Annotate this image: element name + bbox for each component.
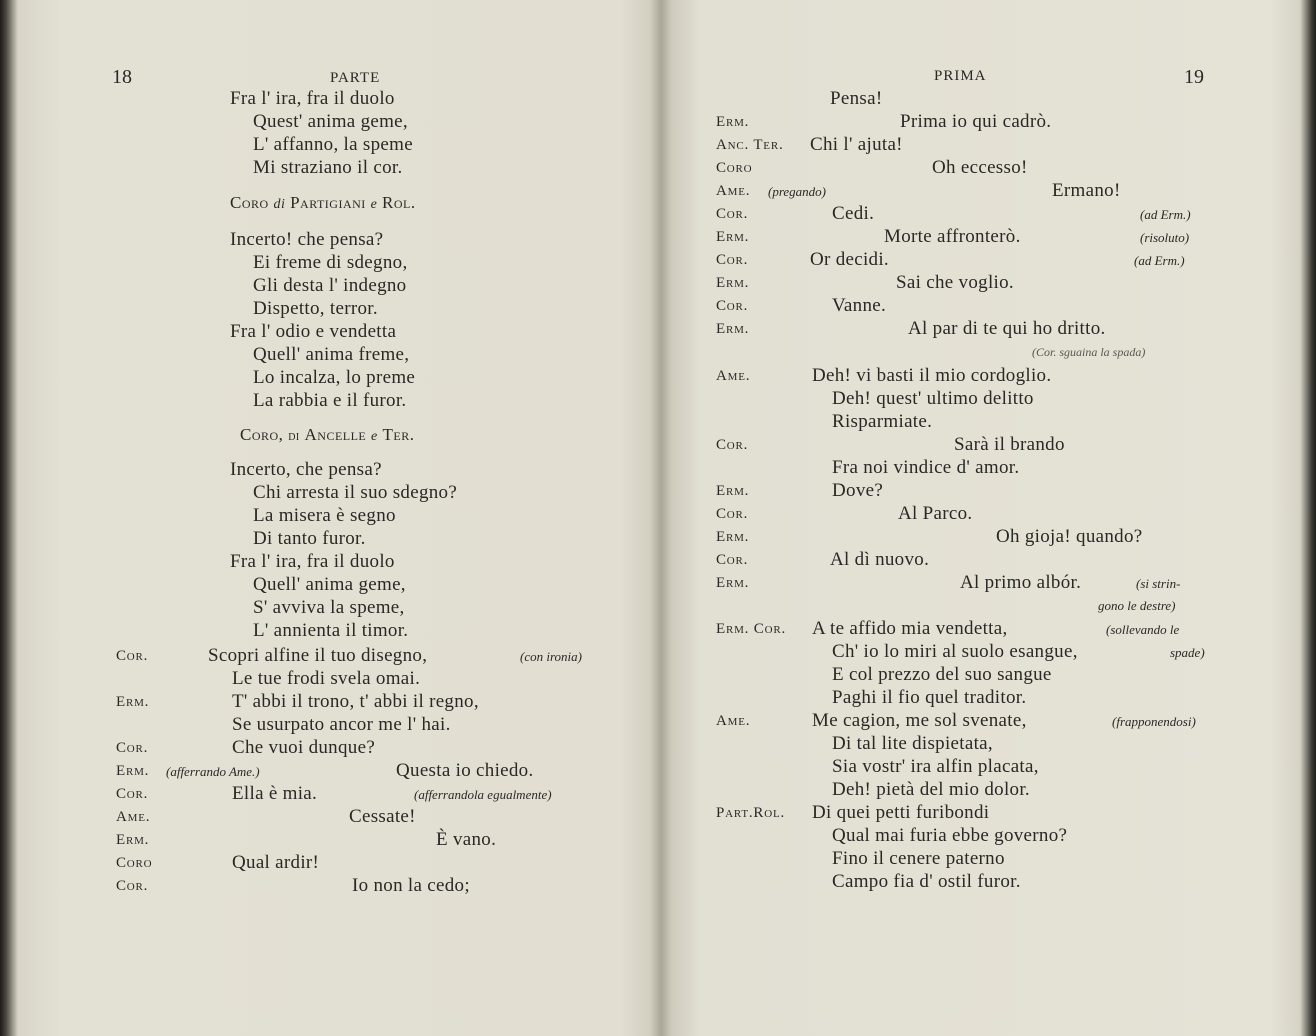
speaker-label: Cor. <box>716 298 749 314</box>
dialogue-line: Morte affronterò. <box>884 226 1021 247</box>
dialogue-line: Deh! quest' ultimo delitto <box>832 388 1034 409</box>
speaker-label: Coro <box>116 855 153 871</box>
dialogue-line: Oh gioja! quando? <box>996 526 1143 547</box>
speaker-label: Erm. <box>116 832 150 848</box>
speaker-label: Erm. <box>716 529 750 545</box>
stage-direction: (pregando) <box>768 184 827 199</box>
dialogue-line: Al dì nuovo. <box>830 549 930 570</box>
dialogue-line: Oh eccesso! <box>932 157 1028 178</box>
dialogue-line: Al Parco. <box>898 503 973 524</box>
dialogue-line: Al primo albór. <box>960 572 1082 593</box>
dialogue-line: Paghi il fio quel traditor. <box>832 687 1027 708</box>
speaker-label: Erm. <box>716 575 750 591</box>
stage-direction: (con ironia) <box>520 649 582 664</box>
dialogue-line: Che vuoi dunque? <box>232 737 376 758</box>
speaker-label: Cor. <box>716 552 749 568</box>
verse-line: Lo incalza, lo preme <box>253 367 416 388</box>
running-head: PARTE <box>330 70 381 86</box>
verse-line: La misera è segno <box>253 505 396 526</box>
dialogue-line: Ella è mia. <box>232 783 318 804</box>
heading-word: di <box>273 197 286 212</box>
verse-line: Fra l' ira, fra il duolo <box>230 88 395 109</box>
speaker-label: Erm. <box>716 275 750 291</box>
dialogue-line: Ch' io lo miri al suolo esangue, <box>832 641 1078 662</box>
speaker-label: Coro <box>716 160 753 176</box>
verse-line: Fra l' ira, fra il duolo <box>230 551 395 572</box>
dialogue-line: Pensa! <box>830 88 883 109</box>
dialogue-line: Vanne. <box>832 295 887 316</box>
stage-direction: (ad Erm.) <box>1140 207 1191 222</box>
speaker-label: Cor. <box>116 648 149 664</box>
heading-word: Partigiani <box>290 193 366 212</box>
speaker-label: Cor. <box>716 206 749 222</box>
verse-line: Quell' anima geme, <box>253 574 406 595</box>
speaker-label: Erm. <box>716 114 750 130</box>
speaker-label: Cor. <box>116 786 149 802</box>
heading-word: Ancelle <box>304 425 367 444</box>
speaker-label: Erm. <box>716 321 750 337</box>
speaker-label: Erm. <box>716 229 750 245</box>
speaker-label: Cor. <box>716 506 749 522</box>
dialogue-line: Di tal lite dispietata, <box>832 733 993 754</box>
dialogue-line: Questa io chiedo. <box>396 760 534 781</box>
stage-direction: (sollevando le <box>1106 622 1180 637</box>
dialogue-line: Campo fia d' ostil furor. <box>832 871 1021 892</box>
right-page <box>662 0 1316 1036</box>
dialogue-line: Sai che voglio. <box>896 272 1014 293</box>
stage-direction: gono le destre) <box>1098 598 1176 613</box>
stage-direction: (risoluto) <box>1140 230 1190 245</box>
speaker-label: Cor. <box>716 437 749 453</box>
dialogue-line: Di quei petti furibondi <box>812 802 990 823</box>
speaker-label: Anc. Ter. <box>716 137 784 153</box>
dialogue-line: Qual ardir! <box>232 852 320 873</box>
chorus-heading <box>230 193 416 213</box>
verse-line: Gli desta l' indegno <box>253 275 407 296</box>
speaker-label: Erm. <box>116 694 150 710</box>
dialogue-line: Deh! pietà del mio dolor. <box>832 779 1030 800</box>
verse-line: Incerto! che pensa? <box>230 229 384 250</box>
speaker-label: Cor. <box>116 878 149 894</box>
verse-line: Incerto, che pensa? <box>230 459 382 480</box>
stage-direction: (si strin- <box>1136 576 1181 591</box>
dialogue-line: Sarà il brando <box>954 434 1065 455</box>
dialogue-line: Prima io qui cadrò. <box>900 111 1052 132</box>
verse-line: Quell' anima freme, <box>253 344 410 365</box>
verse-line: L' annienta il timor. <box>253 620 409 641</box>
stage-direction: (ad Erm.) <box>1134 253 1185 268</box>
speaker-label: Erm. Cor. <box>716 621 787 637</box>
chorus-heading <box>240 425 414 445</box>
speaker-label: Ame. <box>716 368 751 384</box>
stage-direction: (frapponendosi) <box>1112 714 1196 729</box>
heading-word: Coro <box>230 193 269 212</box>
speaker-label: Cor. <box>716 252 749 268</box>
dialogue-line: Se usurpato ancor me l' hai. <box>232 714 451 735</box>
dialogue-line: Qual mai furia ebbe governo? <box>832 825 1068 846</box>
verse-line: L' affanno, la speme <box>253 134 413 155</box>
dialogue-line: A te affido mia vendetta, <box>812 618 1008 639</box>
page-number: 19 <box>1184 66 1204 88</box>
speaker-label: Erm. <box>116 763 150 779</box>
heading-word: Ter. <box>382 425 415 444</box>
dialogue-line: Chi l' ajuta! <box>810 134 903 155</box>
verse-line: Fra l' odio e vendetta <box>230 321 397 342</box>
speaker-label: Cor. <box>116 740 149 756</box>
verse-line: Di tanto furor. <box>253 528 366 549</box>
stage-direction: (afferrandola egualmente) <box>414 787 552 802</box>
heading-word: e <box>371 429 378 444</box>
dialogue-line: Deh! vi basti il mio cordoglio. <box>812 365 1052 386</box>
heading-word: Coro, <box>240 425 284 444</box>
stage-direction: (afferrando Ame.) <box>166 764 260 779</box>
dialogue-line: Fino il cenere paterno <box>832 848 1005 869</box>
verse-line: La rabbia e il furor. <box>253 390 407 411</box>
verse-line: Mi straziano il cor. <box>253 157 403 178</box>
dialogue-line: Cedi. <box>832 203 875 224</box>
stage-direction: spade) <box>1170 645 1205 660</box>
speaker-label: Part.Rol. <box>716 805 786 821</box>
verse-line: Quest' anima geme, <box>253 111 408 132</box>
verse-line: Ei freme di sdegno, <box>253 252 408 273</box>
heading-word: di <box>288 429 300 444</box>
dialogue-line: Al par di te qui ho dritto. <box>908 318 1106 339</box>
dialogue-line: Scopri alfine il tuo disegno, <box>208 645 428 666</box>
speaker-label: Ame. <box>116 809 151 825</box>
verse-line: Dispetto, terror. <box>253 298 378 319</box>
dialogue-line: Le tue frodi svela omai. <box>232 668 421 689</box>
heading-word: e <box>370 197 378 212</box>
dialogue-line: Me cagion, me sol svenate, <box>812 710 1027 731</box>
verse-line: Chi arresta il suo sdegno? <box>253 482 458 503</box>
speaker-label: Erm. <box>716 483 750 499</box>
dialogue-line: Or decidi. <box>810 249 889 270</box>
speaker-label: Ame. <box>716 183 751 199</box>
dialogue-line: Sia vostr' ira alfin placata, <box>832 756 1039 777</box>
running-head: PRIMA <box>934 68 987 84</box>
dialogue-line: E col prezzo del suo sangue <box>832 664 1052 685</box>
heading-word: Rol. <box>382 193 416 212</box>
stage-direction: (Cor. sguaina la spada) <box>1032 345 1146 359</box>
dialogue-line: Dove? <box>832 480 884 501</box>
speaker-label: Ame. <box>716 713 751 729</box>
dialogue-line: T' abbi il trono, t' abbi il regno, <box>232 691 479 712</box>
dialogue-line: Io non la cedo; <box>352 875 470 896</box>
dialogue-line: Fra noi vindice d' amor. <box>832 457 1020 478</box>
verse-line: S' avviva la speme, <box>253 597 405 618</box>
dialogue-line: Cessate! <box>349 806 416 827</box>
page-number: 18 <box>112 66 132 88</box>
dialogue-line: È vano. <box>436 829 497 850</box>
dialogue-line: Risparmiate. <box>832 411 933 432</box>
dialogue-line: Ermano! <box>1052 180 1121 201</box>
